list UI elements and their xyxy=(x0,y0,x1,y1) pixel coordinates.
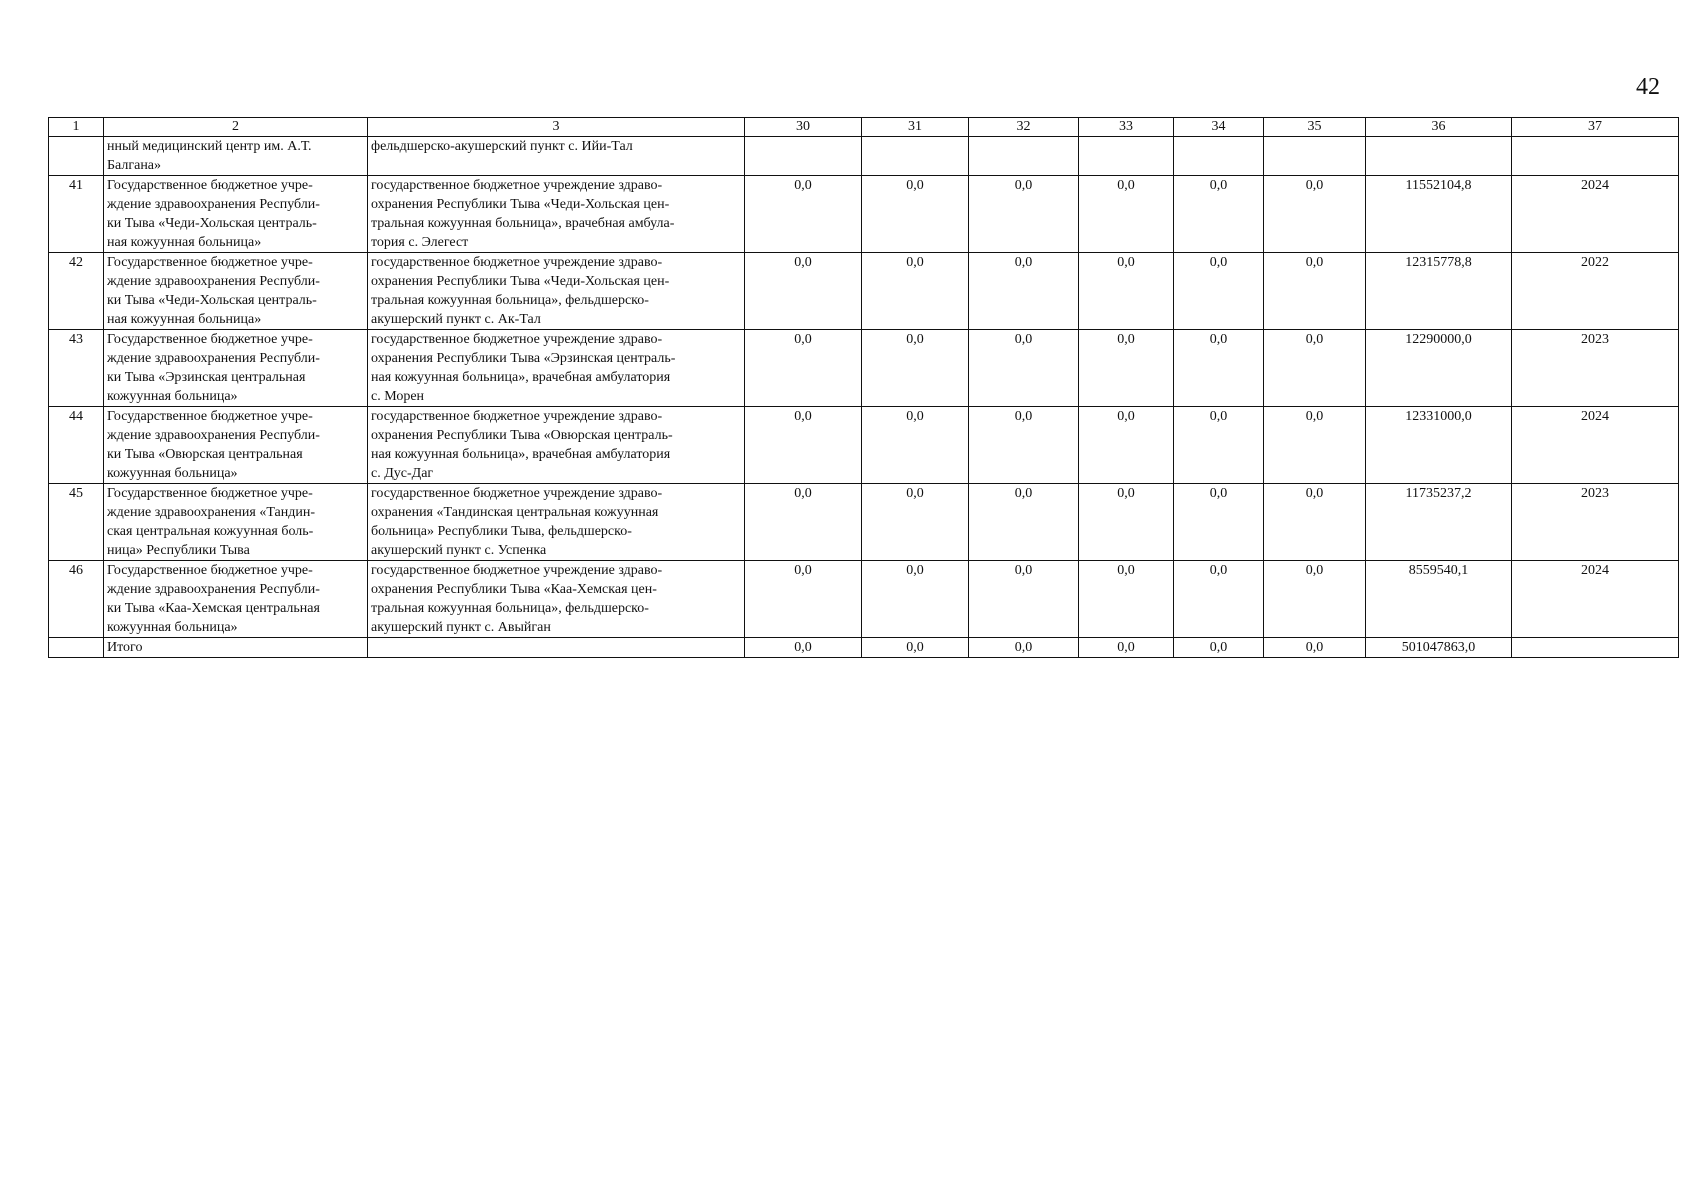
col30-value-cell: 0,0 xyxy=(745,484,862,561)
col34-value-cell: 0,0 xyxy=(1174,253,1264,330)
col32-value-cell: 0,0 xyxy=(969,330,1079,407)
page-number: 42 xyxy=(1636,74,1660,100)
header-cell: 35 xyxy=(1264,118,1366,137)
col34-value-cell: 0,0 xyxy=(1174,561,1264,638)
facility-cell: государственное бюджетное учреждение здраво- охранения «Тандинская центральная кожуунная больница» Республики Тыва, фельдшерско- акушерский пункт с. Успенка xyxy=(368,484,745,561)
table-row xyxy=(49,330,1679,407)
col30-value-cell: 0,0 xyxy=(745,253,862,330)
column-number-row xyxy=(49,118,1679,137)
budget-table xyxy=(48,117,1679,658)
organization-cell: Государственное бюджетное учре- ждение здравоохранения Республи- ки Тыва «Чеди-Хольская централь- ная кожуунная больница» xyxy=(104,253,368,330)
col33-value-cell: 0,0 xyxy=(1079,638,1174,658)
col34-value-cell: 0,0 xyxy=(1174,484,1264,561)
header-cell: 30 xyxy=(745,118,862,137)
col31-value-cell xyxy=(862,137,969,176)
col36-amount-cell xyxy=(1366,137,1512,176)
col31-value-cell: 0,0 xyxy=(862,176,969,253)
row-number-cell: 41 xyxy=(49,176,104,253)
table-row xyxy=(49,561,1679,638)
organization-cell: Государственное бюджетное учре- ждение здравоохранения Республи- ки Тыва «Эрзинская центральная кожуунная больница» xyxy=(104,330,368,407)
col35-value-cell: 0,0 xyxy=(1264,407,1366,484)
table-row xyxy=(49,253,1679,330)
row-number-cell: 43 xyxy=(49,330,104,407)
col30-value-cell: 0,0 xyxy=(745,638,862,658)
col33-value-cell: 0,0 xyxy=(1079,407,1174,484)
row-number-cell xyxy=(49,137,104,176)
col34-value-cell xyxy=(1174,137,1264,176)
organization-cell: Государственное бюджетное учре- ждение здравоохранения Республи- ки Тыва «Каа-Хемская центральная кожуунная больница» xyxy=(104,561,368,638)
header-cell: 31 xyxy=(862,118,969,137)
col31-value-cell: 0,0 xyxy=(862,330,969,407)
col37-year-cell: 2024 xyxy=(1512,561,1679,638)
col37-year-cell: 2023 xyxy=(1512,484,1679,561)
table-row xyxy=(49,176,1679,253)
col35-value-cell: 0,0 xyxy=(1264,638,1366,658)
col33-value-cell: 0,0 xyxy=(1079,176,1174,253)
organization-cell: Государственное бюджетное учре- ждение здравоохранения Республи- ки Тыва «Чеди-Хольская централь- ная кожуунная больница» xyxy=(104,176,368,253)
header-cell: 36 xyxy=(1366,118,1512,137)
col31-value-cell: 0,0 xyxy=(862,484,969,561)
col32-value-cell: 0,0 xyxy=(969,176,1079,253)
col34-value-cell: 0,0 xyxy=(1174,176,1264,253)
col37-year-cell xyxy=(1512,137,1679,176)
col35-value-cell: 0,0 xyxy=(1264,176,1366,253)
col36-amount-cell: 11552104,8 xyxy=(1366,176,1512,253)
col34-value-cell: 0,0 xyxy=(1174,407,1264,484)
col37-year-cell: 2024 xyxy=(1512,176,1679,253)
col35-value-cell: 0,0 xyxy=(1264,330,1366,407)
facility-cell: государственное бюджетное учреждение здраво- охранения Республики Тыва «Овюрская централь- ная кожуунная больница», врачебная амбулатория с. Дус-Даг xyxy=(368,407,745,484)
col36-amount-cell: 12315778,8 xyxy=(1366,253,1512,330)
row-number-cell: 46 xyxy=(49,561,104,638)
total-row xyxy=(49,638,1679,658)
organization-cell: нный медицинский центр им. А.Т. Балгана» xyxy=(104,137,368,176)
col30-value-cell xyxy=(745,137,862,176)
col37-year-cell: 2022 xyxy=(1512,253,1679,330)
header-cell: 1 xyxy=(49,118,104,137)
col31-value-cell: 0,0 xyxy=(862,407,969,484)
col32-value-cell: 0,0 xyxy=(969,253,1079,330)
table-row xyxy=(49,407,1679,484)
organization-cell: Государственное бюджетное учре- ждение здравоохранения Республи- ки Тыва «Овюрская центральная кожуунная больница» xyxy=(104,407,368,484)
facility-cell: государственное бюджетное учреждение здраво- охранения Республики Тыва «Чеди-Хольская цен- тральная кожуунная больница», фельдшерско- акушерский пункт с. Ак-Тал xyxy=(368,253,745,330)
header-cell: 3 xyxy=(368,118,745,137)
facility-cell xyxy=(368,638,745,658)
col32-value-cell: 0,0 xyxy=(969,484,1079,561)
col30-value-cell: 0,0 xyxy=(745,330,862,407)
table-row xyxy=(49,137,1679,176)
col35-value-cell: 0,0 xyxy=(1264,561,1366,638)
col36-amount-cell: 11735237,2 xyxy=(1366,484,1512,561)
facility-cell: фельдшерско-акушерский пункт с. Ийи-Тал xyxy=(368,137,745,176)
col36-amount-cell: 12331000,0 xyxy=(1366,407,1512,484)
col37-year-cell: 2023 xyxy=(1512,330,1679,407)
facility-cell: государственное бюджетное учреждение здраво- охранения Республики Тыва «Эрзинская централь- ная кожуунная больница», врачебная амбулатория с. Морен xyxy=(368,330,745,407)
col34-value-cell: 0,0 xyxy=(1174,330,1264,407)
facility-cell: государственное бюджетное учреждение здраво- охранения Республики Тыва «Чеди-Хольская цен- тральная кожуунная больница», врачебная амбула- тория с. Элегест xyxy=(368,176,745,253)
col37-year-cell: 2024 xyxy=(1512,407,1679,484)
col31-value-cell: 0,0 xyxy=(862,561,969,638)
header-cell: 33 xyxy=(1079,118,1174,137)
col30-value-cell: 0,0 xyxy=(745,561,862,638)
row-number-cell: 42 xyxy=(49,253,104,330)
col32-value-cell: 0,0 xyxy=(969,561,1079,638)
header-cell: 32 xyxy=(969,118,1079,137)
col30-value-cell: 0,0 xyxy=(745,407,862,484)
col34-value-cell: 0,0 xyxy=(1174,638,1264,658)
col32-value-cell: 0,0 xyxy=(969,638,1079,658)
col33-value-cell: 0,0 xyxy=(1079,253,1174,330)
col31-value-cell: 0,0 xyxy=(862,253,969,330)
header-cell: 2 xyxy=(104,118,368,137)
col33-value-cell: 0,0 xyxy=(1079,561,1174,638)
organization-cell: Итого xyxy=(104,638,368,658)
row-number-cell: 44 xyxy=(49,407,104,484)
facility-cell: государственное бюджетное учреждение здраво- охранения Республики Тыва «Каа-Хемская цен- тральная кожуунная больница», фельдшерско- акушерский пункт с. Авыйган xyxy=(368,561,745,638)
col30-value-cell: 0,0 xyxy=(745,176,862,253)
table-row xyxy=(49,484,1679,561)
col32-value-cell xyxy=(969,137,1079,176)
row-number-cell xyxy=(49,638,104,658)
col37-year-cell xyxy=(1512,638,1679,658)
row-number-cell: 45 xyxy=(49,484,104,561)
col35-value-cell: 0,0 xyxy=(1264,253,1366,330)
col33-value-cell xyxy=(1079,137,1174,176)
col35-value-cell xyxy=(1264,137,1366,176)
col33-value-cell: 0,0 xyxy=(1079,330,1174,407)
col36-amount-cell: 501047863,0 xyxy=(1366,638,1512,658)
col33-value-cell: 0,0 xyxy=(1079,484,1174,561)
col36-amount-cell: 12290000,0 xyxy=(1366,330,1512,407)
col32-value-cell: 0,0 xyxy=(969,407,1079,484)
col36-amount-cell: 8559540,1 xyxy=(1366,561,1512,638)
header-cell: 34 xyxy=(1174,118,1264,137)
col35-value-cell: 0,0 xyxy=(1264,484,1366,561)
col31-value-cell: 0,0 xyxy=(862,638,969,658)
organization-cell: Государственное бюджетное учре- ждение здравоохранения «Тандин- ская центральная кожуунная боль- ница» Республики Тыва xyxy=(104,484,368,561)
header-cell: 37 xyxy=(1512,118,1679,137)
